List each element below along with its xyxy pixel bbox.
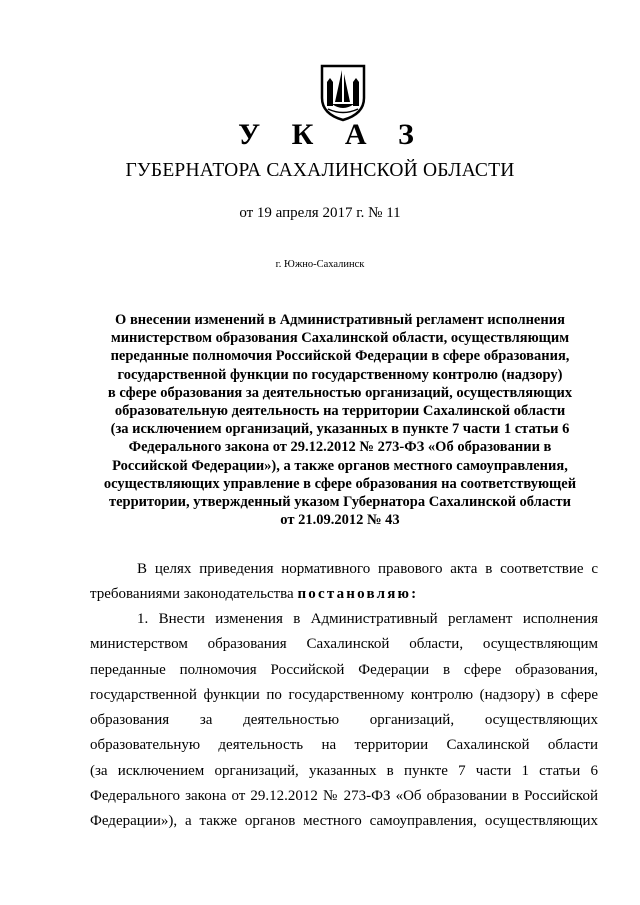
heading-line: в сфере образования за деятельностью организаций, осуществляющих bbox=[107, 384, 573, 401]
heading-line: Федерального закона от 29.12.2012 № 273-ФЗ «Об образовании в bbox=[128, 439, 552, 456]
heading-line: О внесении изменений в Административный регламент исполнения bbox=[115, 312, 565, 328]
resolve-word: постановляю: bbox=[297, 586, 419, 603]
heading-line: (за исключением организаций, указанных в пункте 7 части 1 статьи 6 bbox=[110, 421, 570, 438]
decree-city: г. Южно-Сахалинск bbox=[275, 259, 365, 270]
decree-date-number: от 19 апреля 2017 г. № 11 bbox=[239, 205, 401, 221]
heading-line: образовательную деятельность на территории Сахалинской области bbox=[114, 403, 566, 420]
item-1-line: министерством образования Сахалинской области, осуществляющим bbox=[90, 636, 598, 653]
sakhalin-coat-of-arms-icon bbox=[318, 62, 368, 122]
item-1-line: образования за деятельностью организаций, осуществляющих bbox=[90, 712, 598, 729]
heading-line: осуществляющих управление в сфере образования на соответствующей bbox=[103, 475, 577, 492]
item-1-line: государственной функции по государственному контролю (надзору) в сфере bbox=[90, 686, 598, 703]
decree-title: У К А З bbox=[238, 118, 426, 151]
item-1-line: Федерации»), а также органов местного самоуправления, осуществляющих bbox=[90, 813, 598, 830]
decree-issuer: ГУБЕРНАТОРА САХАЛИНСКОЙ ОБЛАСТИ bbox=[125, 160, 515, 181]
preamble-line bbox=[90, 582, 598, 607]
item-1-line: 1. Внести изменения в Административный регламент исполнения bbox=[137, 611, 598, 627]
heading-line: государственной функции по государственному контролю (надзору) bbox=[117, 366, 563, 383]
heading-line: от 21.09.2012 № 43 bbox=[280, 512, 400, 529]
preamble-paragraph bbox=[90, 557, 598, 608]
preamble-text: требованиями законодательства bbox=[90, 586, 298, 603]
heading-line: министерством образования Сахалинской области, осуществляющим bbox=[110, 330, 570, 347]
heading-line: Российской Федерации»), а также органов местного самоуправления, bbox=[112, 457, 568, 474]
item-1-line: Федерального закона от 29.12.2012 № 273-ФЗ «Об образовании в Российской bbox=[90, 788, 598, 805]
heading-line: переданные полномочия Российской Федерации в сфере образования, bbox=[110, 348, 570, 365]
item-1-paragraph bbox=[90, 607, 598, 835]
item-1-line: образовательную деятельность на территории Сахалинской области bbox=[90, 737, 598, 754]
decree-heading bbox=[40, 311, 640, 529]
preamble-line: В целях приведения нормативного правового акта в соответствие с bbox=[137, 561, 598, 577]
item-1-line: (за исключением организаций, указанных в пункте 7 части 1 статьи 6 bbox=[90, 762, 598, 779]
heading-line: территории, утвержденный указом Губернатора Сахалинской области bbox=[108, 494, 571, 511]
item-1-line: переданные полномочия Российской Федерации в сфере образования, bbox=[90, 661, 598, 678]
